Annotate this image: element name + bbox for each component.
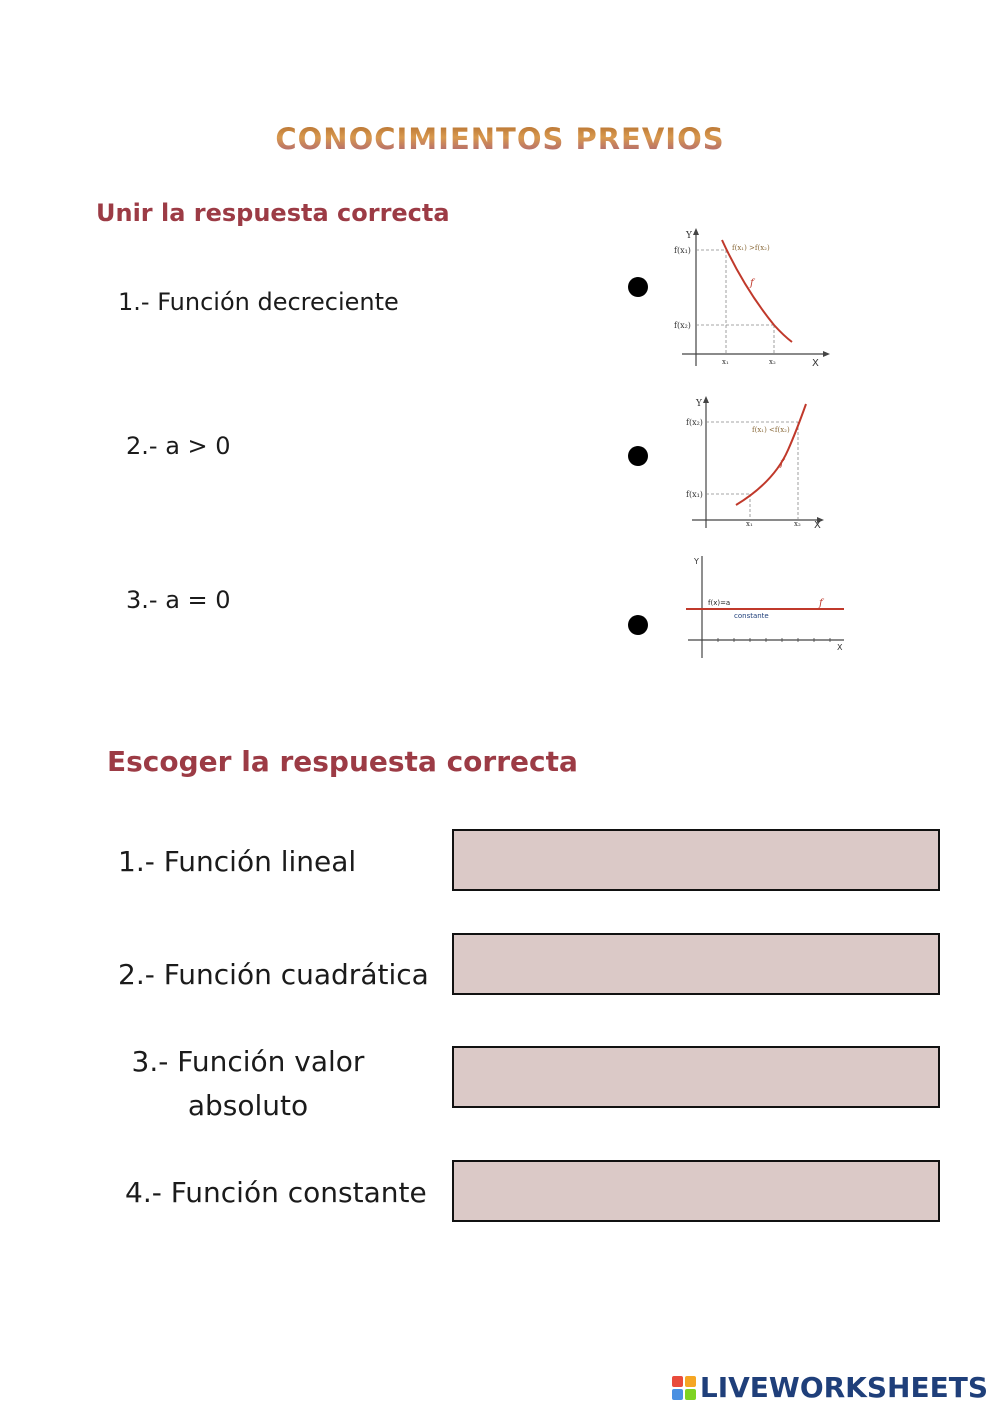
answer-dropdown-1[interactable] <box>452 829 940 891</box>
match-item-1: 1.- Función decreciente <box>118 288 399 316</box>
graph3-sub-label: constante <box>734 612 769 620</box>
graph2-x-left-label: x₁ <box>746 520 753 528</box>
graph2-y-bottom-label: f(x₁) <box>686 490 703 499</box>
liveworksheets-logo-icon <box>672 1376 696 1400</box>
graph1-x-left-label: x₁ <box>722 358 729 366</box>
graph3-y-axis-label: Y <box>694 557 699 566</box>
graph1-y-bottom-label: f(x₂) <box>674 321 691 330</box>
liveworksheets-wordmark: LIVEWORKSHEETS <box>699 1371 988 1404</box>
answer-dropdown-2[interactable] <box>452 933 940 995</box>
match-item-2: 2.- a > 0 <box>126 432 231 460</box>
graph2-x-axis-label: X <box>814 520 821 530</box>
match-dot-1[interactable] <box>628 277 648 297</box>
graph-decreasing <box>672 226 834 372</box>
answer-dropdown-4[interactable] <box>452 1160 940 1222</box>
graph1-y-axis-label: Y <box>686 231 692 241</box>
graph1-y-top-label: f(x₁) <box>674 246 691 255</box>
graph1-x-right-label: x₂ <box>769 358 776 366</box>
graph1-curve-label: f <box>750 278 754 289</box>
answer-dropdown-3[interactable] <box>452 1046 940 1108</box>
graph3-x-axis-label: X <box>837 643 843 652</box>
choice-label-3: 3.- Función valor absoluto <box>131 1045 365 1122</box>
choose-section-heading: Escoger la respuesta correcta <box>107 745 578 778</box>
graph-increasing <box>684 394 830 530</box>
match-dot-3[interactable] <box>628 615 648 635</box>
graph1-annotation: f(x₁) >f(x₂) <box>732 244 770 252</box>
liveworksheets-brand <box>672 1371 988 1404</box>
choice-label-4: 4.- Función constante <box>125 1176 427 1209</box>
graph2-y-top-label: f(x₂) <box>686 418 703 427</box>
graph-constant <box>682 552 848 660</box>
match-section-heading: Unir la respuesta correcta <box>96 199 450 227</box>
graph3-curve-label: f <box>819 598 823 609</box>
graph1-x-axis-label: X <box>812 358 819 369</box>
graph2-y-axis-label: Y <box>696 399 702 409</box>
graph2-x-right-label: x₂ <box>794 520 801 528</box>
graph2-annotation: f(x₁) <f(x₂) <box>752 426 790 434</box>
match-dot-2[interactable] <box>628 446 648 466</box>
match-item-3: 3.- a = 0 <box>126 586 231 614</box>
choice-label-2: 2.- Función cuadrática <box>118 958 429 991</box>
graph2-curve-label: f <box>780 458 784 469</box>
graph3-line-label: f(x)=a <box>708 599 731 607</box>
page-title: CONOCIMIENTOS PREVIOS <box>0 122 1000 156</box>
choice-label-1: 1.- Función lineal <box>118 845 357 878</box>
